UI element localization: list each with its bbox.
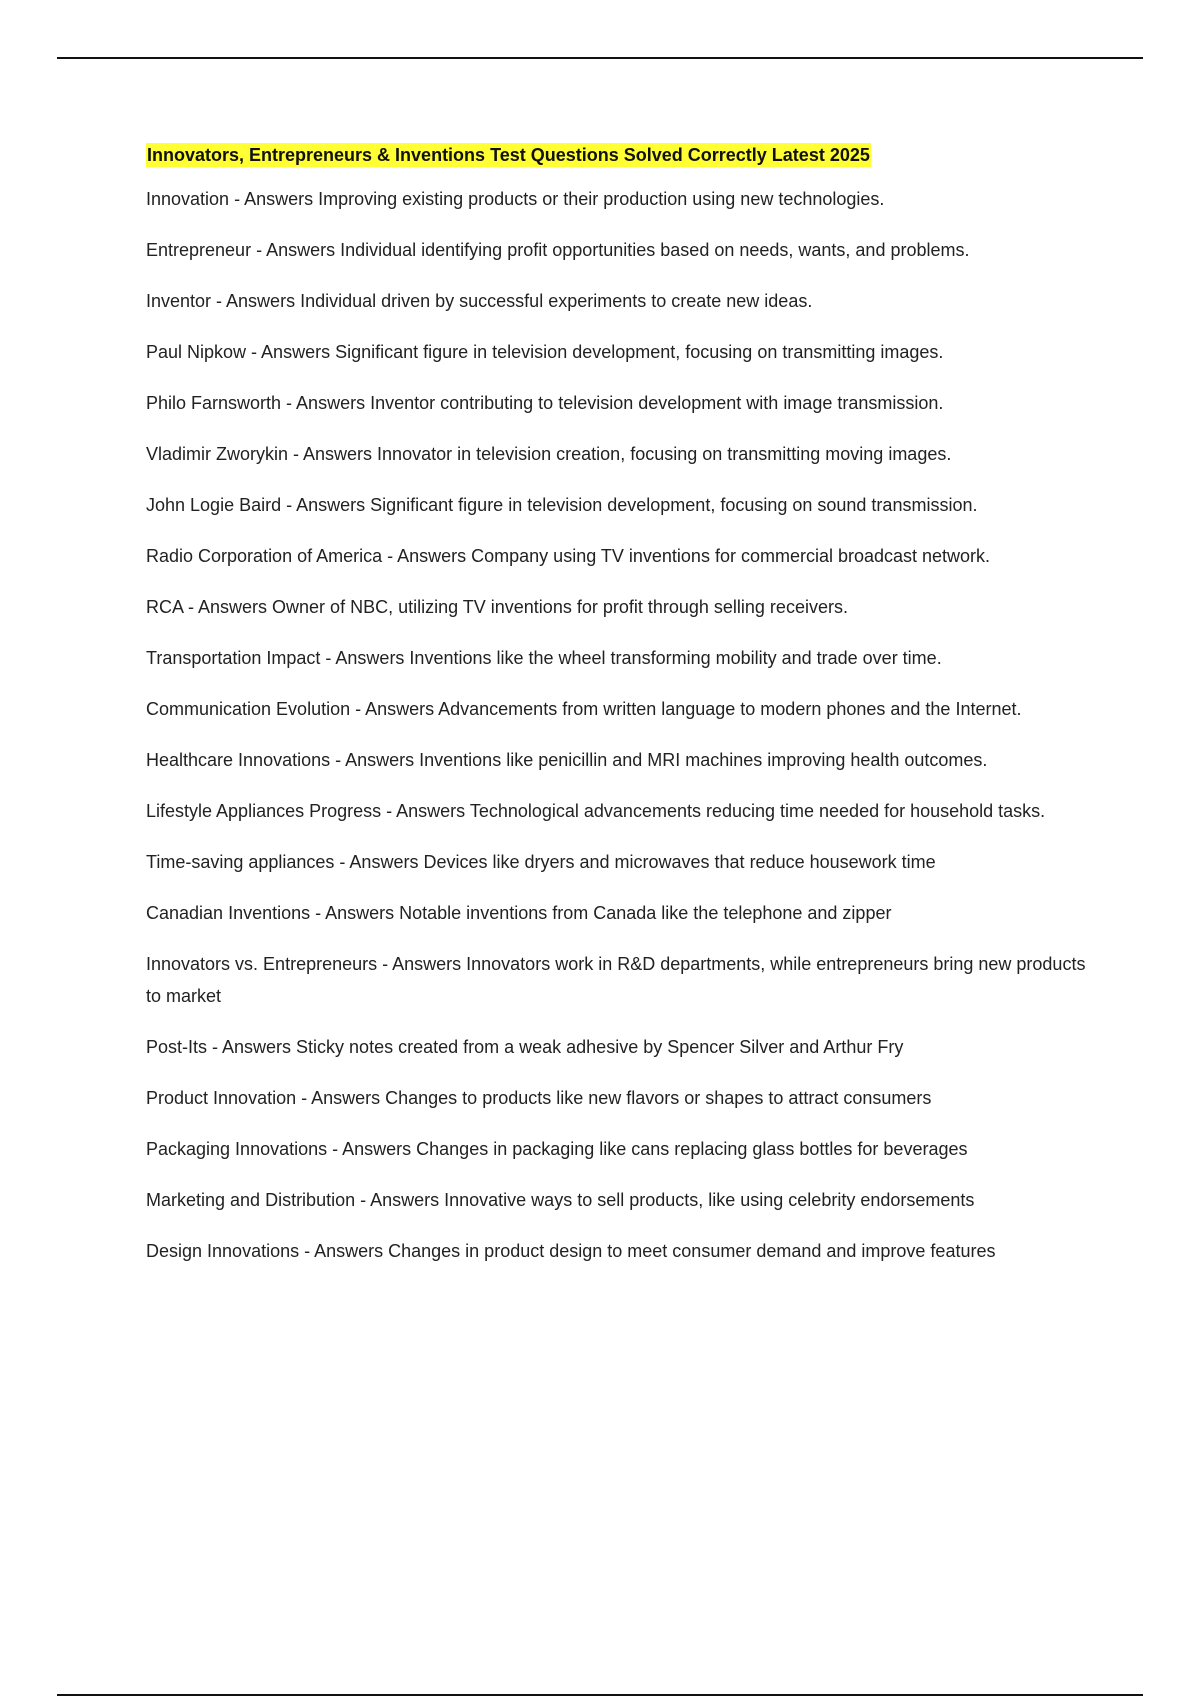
qa-item: Product Innovation - Answers Changes to products like new flavors or shapes to attract consumers: [146, 1088, 932, 1108]
qa-item: Innovators vs. Entrepreneurs - Answers Innovators work in R&D departments, while entrepreneurs bring new products to market: [146, 954, 1086, 1006]
qa-item: Marketing and Distribution - Answers Innovative ways to sell products, like using celebrity endorsements: [146, 1190, 975, 1210]
document-body: [146, 143, 1096, 1286]
qa-item: Healthcare Innovations - Answers Inventions like penicillin and MRI machines improving health outcomes.: [146, 750, 988, 770]
qa-list: [146, 183, 1096, 1267]
qa-item: Transportation Impact - Answers Inventions like the wheel transforming mobility and trade over time.: [146, 648, 942, 668]
qa-item: Innovation - Answers Improving existing products or their production using new technologies.: [146, 189, 885, 209]
qa-item: Design Innovations - Answers Changes in product design to meet consumer demand and improve features: [146, 1241, 996, 1261]
qa-item: Post-Its - Answers Sticky notes created from a weak adhesive by Spencer Silver and Arthur Fry: [146, 1037, 904, 1057]
top-rule: [57, 57, 1143, 59]
document-title: Innovators, Entrepreneurs & Inventions Test Questions Solved Correctly Latest 2025: [147, 145, 870, 165]
qa-item: John Logie Baird - Answers Significant figure in television development, focusing on sound transmission.: [146, 495, 978, 515]
qa-item: Time-saving appliances - Answers Devices like dryers and microwaves that reduce housework time: [146, 852, 936, 872]
qa-item: Inventor - Answers Individual driven by successful experiments to create new ideas.: [146, 291, 813, 311]
qa-item: Radio Corporation of America - Answers Company using TV inventions for commercial broadcast network.: [146, 546, 991, 566]
bottom-rule: [57, 1694, 1143, 1696]
qa-item: Packaging Innovations - Answers Changes in packaging like cans replacing glass bottles for beverages: [146, 1139, 968, 1159]
qa-item: Philo Farnsworth - Answers Inventor contributing to television development with image transmission.: [146, 393, 944, 413]
qa-item: Vladimir Zworykin - Answers Innovator in television creation, focusing on transmitting moving images.: [146, 444, 952, 464]
qa-item: Lifestyle Appliances Progress - Answers Technological advancements reducing time needed for household tasks.: [146, 801, 1046, 821]
qa-item: RCA - Answers Owner of NBC, utilizing TV inventions for profit through selling receivers.: [146, 597, 848, 617]
qa-item: Communication Evolution - Answers Advancements from written language to modern phones and the Internet.: [146, 699, 1022, 719]
qa-item: Canadian Inventions - Answers Notable inventions from Canada like the telephone and zipper: [146, 903, 892, 923]
qa-item: Entrepreneur - Answers Individual identifying profit opportunities based on needs, wants, and problems.: [146, 240, 970, 260]
qa-item: Paul Nipkow - Answers Significant figure in television development, focusing on transmitting images.: [146, 342, 944, 362]
